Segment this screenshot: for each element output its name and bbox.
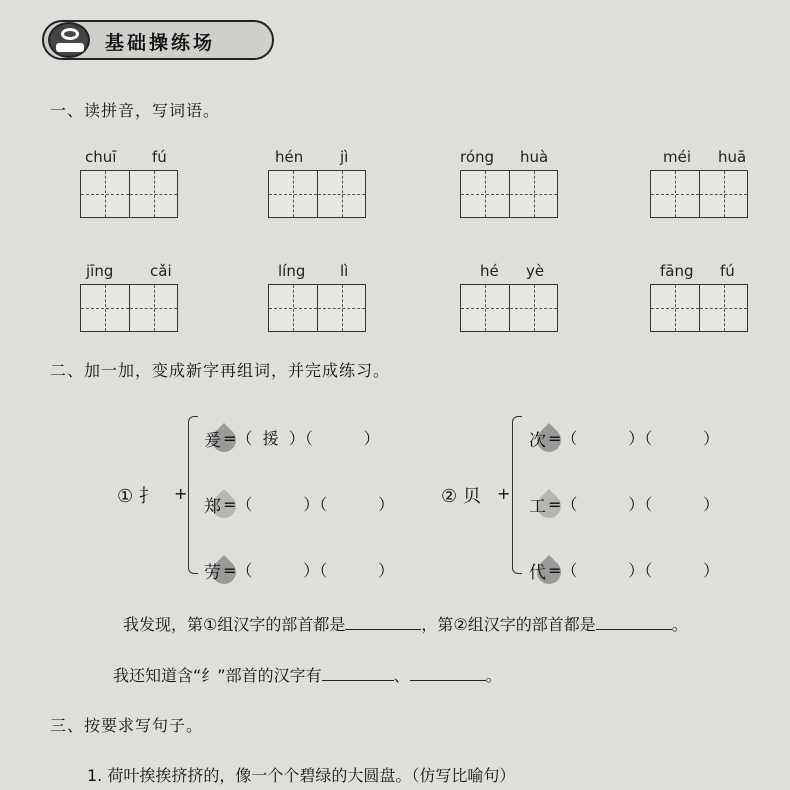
grid-cell[interactable] bbox=[651, 171, 699, 217]
pinyin-syllable: jīng bbox=[86, 262, 114, 280]
grid-cell[interactable] bbox=[699, 285, 747, 331]
writing-grid[interactable] bbox=[268, 284, 366, 332]
finding-sentence: 我发现，第①组汉字的部首都是 ，第②组汉字的部首都是 。 bbox=[123, 615, 688, 634]
know-sentence: 我还知道含“纟”部首的汉字有 、 。 bbox=[113, 666, 502, 685]
blank-radical-1[interactable] bbox=[345, 614, 421, 630]
pinyin-syllable: róng bbox=[460, 148, 495, 166]
group1-char-2: 郑 bbox=[204, 497, 221, 517]
group1-label: ① 扌 bbox=[117, 486, 157, 507]
pinyin-syllable: hé bbox=[480, 262, 499, 280]
group2-plus: + bbox=[497, 484, 511, 503]
writing-grid[interactable] bbox=[268, 170, 366, 218]
grid-cell[interactable] bbox=[129, 171, 177, 217]
pinyin-syllable: méi bbox=[663, 148, 692, 166]
student-icon bbox=[48, 22, 90, 58]
pinyin-syllable: hén bbox=[275, 148, 304, 166]
grid-cell[interactable] bbox=[509, 171, 557, 217]
section3-title: 三、按要求写句子。 bbox=[50, 716, 204, 735]
blank-radical-2[interactable] bbox=[596, 614, 672, 630]
pinyin-syllable: huā bbox=[718, 148, 747, 166]
grid-cell[interactable] bbox=[317, 171, 365, 217]
pinyin-syllable: cǎi bbox=[150, 262, 172, 280]
group2-answer-row-2[interactable]: =（ ）（ ） bbox=[548, 495, 720, 514]
blank-char-1[interactable] bbox=[322, 665, 394, 681]
group1-char-3: 劳 bbox=[204, 563, 221, 583]
group2-brace bbox=[512, 416, 522, 574]
group2-char-1: 次 bbox=[529, 431, 546, 451]
pinyin-syllable: fú bbox=[720, 262, 735, 280]
section3-q1: 1. 荷叶挨挨挤挤的，像一个个碧绿的大圆盘。（仿写比喻句） bbox=[87, 766, 516, 785]
grid-cell[interactable] bbox=[269, 171, 317, 217]
grid-cell[interactable] bbox=[81, 285, 129, 331]
grid-cell[interactable] bbox=[651, 285, 699, 331]
group2-answer-row-3[interactable]: =（ ）（ ） bbox=[548, 561, 720, 580]
pinyin-syllable: fāng bbox=[660, 262, 694, 280]
grid-cell[interactable] bbox=[81, 171, 129, 217]
group1-brace bbox=[188, 416, 198, 574]
pinyin-syllable: chuī bbox=[85, 148, 117, 166]
writing-grid[interactable] bbox=[650, 284, 748, 332]
group2-answer-row-1[interactable]: =（ ）（ ） bbox=[548, 429, 720, 448]
pinyin-syllable: jì bbox=[340, 148, 349, 166]
pinyin-syllable: lì bbox=[340, 262, 349, 280]
group2-char-2: 工 bbox=[529, 497, 546, 517]
group1-answer-row-1[interactable]: =（ 援 ）（ ） bbox=[223, 429, 380, 448]
grid-cell[interactable] bbox=[509, 285, 557, 331]
grid-cell[interactable] bbox=[461, 171, 509, 217]
grid-cell[interactable] bbox=[317, 285, 365, 331]
grid-cell[interactable] bbox=[269, 285, 317, 331]
grid-cell[interactable] bbox=[129, 285, 177, 331]
group1-char-1: 爰 bbox=[204, 431, 221, 451]
writing-grid[interactable] bbox=[460, 170, 558, 218]
pinyin-syllable: líng bbox=[278, 262, 306, 280]
grid-cell[interactable] bbox=[461, 285, 509, 331]
section2-title: 二、加一加，变成新字再组词，并完成练习。 bbox=[50, 361, 391, 380]
group2-label: ② 贝 bbox=[441, 486, 481, 507]
group1-answer-row-3[interactable]: =（ ）（ ） bbox=[223, 561, 395, 580]
group1-plus: + bbox=[174, 484, 188, 503]
blank-char-2[interactable] bbox=[410, 665, 486, 681]
pinyin-syllable: huà bbox=[520, 148, 549, 166]
banner-title: 基础操练场 bbox=[105, 32, 216, 54]
writing-grid[interactable] bbox=[80, 284, 178, 332]
grid-cell[interactable] bbox=[699, 171, 747, 217]
pinyin-syllable: fú bbox=[152, 148, 167, 166]
section1-title: 一、读拼音，写词语。 bbox=[50, 101, 221, 120]
writing-grid[interactable] bbox=[650, 170, 748, 218]
writing-grid[interactable] bbox=[80, 170, 178, 218]
group1-answer-row-2[interactable]: =（ ）（ ） bbox=[223, 495, 395, 514]
writing-grid[interactable] bbox=[460, 284, 558, 332]
group2-char-3: 代 bbox=[529, 563, 546, 583]
pinyin-syllable: yè bbox=[526, 262, 545, 280]
